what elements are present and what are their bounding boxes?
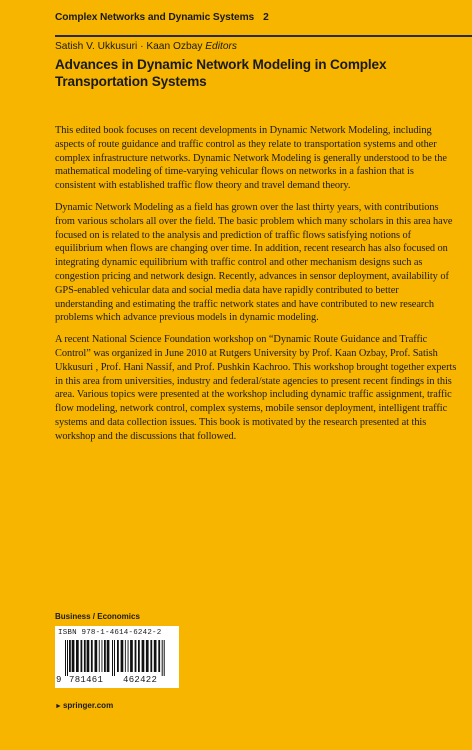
arrow-right-icon: ► — [55, 703, 62, 710]
barcode-image — [63, 640, 171, 676]
blurb-paragraph-3: A recent National Science Foundation workshop on “Dynamic Route Guidance and Traffic Control” was organized in June 2010 at Rutgers University by Prof. Kaan Ozbay, Prof. Satish Ukkusuri , Prof. Hani Nassif, and Prof. Pushkin Kachroo. This workshop brought together experts in this area from universities, industry and federal/state agencies to present recent findings in this area. Various topics were presented at the workshop including dynamic traffic assignment, traffic flow modeling, network control, complex systems, mobile sensor deployment, intelligent traffic systems and data collection issues. This book is motivated by the research presented at this workshop and the discussions that followed. — [55, 334, 457, 442]
header-rule — [55, 35, 472, 37]
book-title: Advances in Dynamic Network Modeling in Complex Transportation Systems — [55, 57, 387, 89]
series-number: 2 — [263, 12, 269, 23]
barcode-right-digits: 462422 — [123, 675, 158, 685]
barcode-left-digits: 781461 — [69, 675, 104, 685]
editor-names: Satish V. Ukkusuri · Kaan Ozbay — [55, 41, 203, 52]
isbn-text: ISBN 978-1-4614-6242-2 — [58, 629, 162, 637]
publisher-url: springer.com — [62, 701, 114, 710]
editors-role: Editors — [205, 41, 237, 52]
category-label: Business / Economics — [55, 612, 140, 621]
barcode-first-digit: 9 — [56, 675, 62, 685]
publisher-link[interactable] — [55, 701, 113, 710]
editors-line — [55, 41, 237, 52]
blurb-paragraph-1: This edited book focuses on recent developments in Dynamic Network Modeling, including aspects of route guidance and traffic control as they relate to transportation systems and other complex infrastructure networks. Dynamic Network Modeling is generally understood to be the mathematical modeling of time-varying vehicular flows on networks in a fashion that is consistent with established traffic flow theory and travel demand theory. — [55, 125, 447, 192]
blurb — [55, 124, 457, 452]
barcode-panel — [55, 626, 179, 688]
series-header — [55, 12, 269, 23]
blurb-paragraph-2: Dynamic Network Modeling as a field has grown over the last thirty years, with contributions from various scholars all over the field. The basic problem which many scholars in this area have focused on is related to the analysis and prediction of traffic flows satisfying notions of equilibrium when flows are changing over time. In addition, recent research has also focused on integrating dynamic equilibrium with traffic control and other mechanism designs such as congestion pricing and network design. Recently, advances in sensor deployment, availability of GPS-enabled vehicular data and social media data have rapidly contributed to better understanding and estimating the traffic network states and have contributed to new research problems which advance previous models in dynamic modeling. — [55, 201, 453, 324]
series-name: Complex Networks and Dynamic Systems — [55, 12, 255, 23]
